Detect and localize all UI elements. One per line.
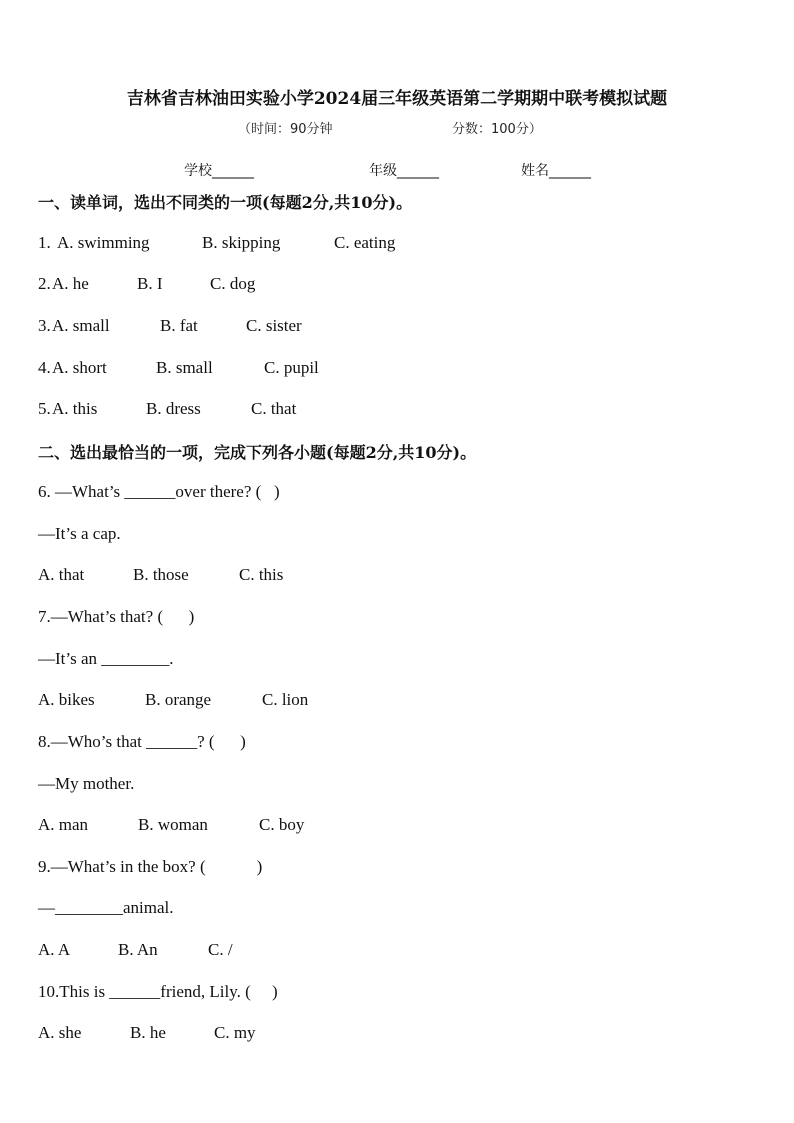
question-9-stem: 9.—What’s in the box? ( ) (38, 857, 263, 876)
grade-field: 年级______ (369, 163, 439, 179)
question-6-stem: 6. —What’s ______over there? ( ) (38, 482, 280, 501)
exam-title: 吉林省吉林油田实验小学2024届三年级英语第二学期期中联考模拟试题 (126, 89, 668, 109)
question-3-option-a: A. small (52, 316, 110, 335)
question-4-option-c: C. pupil (264, 358, 319, 377)
question-6-option-b: B. those (133, 565, 189, 584)
section-1-heading: 一、读单词，选出不同类的一项(每题2分,共10分)。 (38, 193, 413, 212)
question-4-option-a: A. short (52, 358, 107, 377)
question-3-option-c: C. sister (246, 316, 302, 335)
question-4-number: 4. (38, 358, 51, 377)
question-3-number: 3. (38, 316, 51, 335)
exam-time: （时间：90分钟 (238, 122, 333, 137)
question-8-option-b: B. woman (138, 815, 208, 834)
question-2-number: 2. (38, 274, 51, 293)
section-2-heading: 二、选出最恰当的一项，完成下列各小题(每题2分,共10分)。 (38, 443, 477, 462)
question-8-stem: 8.—Who’s that ______? ( ) (38, 732, 246, 751)
exam-score: 分数：100分） (452, 122, 542, 137)
question-1-option-b: B. skipping (202, 233, 281, 252)
question-7-option-c: C. lion (262, 690, 309, 709)
question-2-option-c: C. dog (210, 274, 256, 293)
question-1-option-a: A. swimming (57, 233, 150, 252)
question-5-number: 5. (38, 399, 51, 418)
question-3-option-b: B. fat (160, 316, 198, 335)
question-1-option-c: C. eating (334, 233, 396, 252)
question-1-number: 1. (38, 233, 55, 252)
question-8-option-a: A. man (38, 815, 89, 834)
question-9-option-a: A. A (38, 940, 71, 959)
question-2-option-b: B. I (137, 274, 163, 293)
question-10-option-a: A. she (38, 1023, 82, 1042)
school-field: 学校______ (184, 163, 254, 179)
question-6-answer: —It’s a cap. (38, 524, 121, 543)
question-10-option-b: B. he (130, 1023, 166, 1042)
question-8-option-c: C. boy (259, 815, 305, 834)
question-10-option-c: C. my (214, 1023, 256, 1042)
question-7-stem: 7.—What’s that? ( ) (38, 607, 195, 626)
question-5-option-c: C. that (251, 399, 297, 418)
question-8-answer: —My mother. (38, 774, 135, 793)
question-6-option-a: A. that (38, 565, 85, 584)
question-7-option-b: B. orange (145, 690, 212, 709)
question-9-option-c: C. / (208, 940, 233, 959)
question-5-option-b: B. dress (146, 399, 201, 418)
question-6-option-c: C. this (239, 565, 284, 584)
question-4-option-b: B. small (156, 358, 213, 377)
question-9-option-b: B. An (118, 940, 158, 959)
question-7-option-a: A. bikes (38, 690, 95, 709)
question-2-option-a: A. he (52, 274, 89, 293)
question-5-option-a: A. this (52, 399, 98, 418)
question-7-answer: —It’s an ________. (38, 649, 174, 668)
question-10-stem: 10.This is ______friend, Lily. ( ) (38, 982, 278, 1001)
name-field: 姓名______ (521, 163, 591, 179)
question-9-answer: —________animal. (38, 898, 174, 917)
